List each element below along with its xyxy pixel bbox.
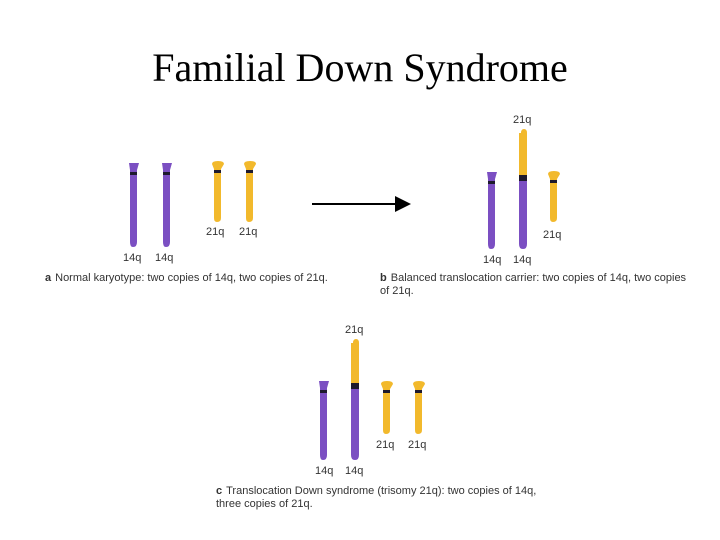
caption-text: of 21q. bbox=[380, 285, 414, 297]
chromosome-21q bbox=[212, 161, 224, 222]
chromosome-label: 21q bbox=[206, 226, 225, 238]
slide-title: Familial Down Syndrome bbox=[152, 45, 568, 90]
caption-text: Balanced translocation carrier: two copies of 14q, two copies bbox=[390, 272, 687, 284]
chromosome-label: 14q bbox=[513, 254, 532, 266]
caption-text: three copies of 21q. bbox=[216, 498, 313, 510]
chromosome-21q bbox=[381, 381, 393, 434]
chromosome-label: 21q bbox=[543, 229, 562, 241]
chromosome-translocation-14q21q bbox=[351, 339, 359, 460]
panel-a-caption bbox=[45, 272, 328, 285]
chromosome-label: 14q bbox=[315, 465, 334, 477]
panel-letter: a bbox=[45, 272, 52, 284]
chromosome-label: 14q bbox=[483, 254, 502, 266]
chromosome-14q bbox=[162, 163, 172, 247]
panel-letter: b bbox=[380, 272, 387, 284]
chromosome-label: 14q bbox=[155, 252, 174, 264]
panel-c-caption bbox=[216, 485, 536, 511]
panel-a-chromosomes bbox=[129, 161, 256, 247]
chromosome-14q bbox=[319, 381, 329, 460]
caption-text: Normal karyotype: two copies of 14q, two copies of 21q. bbox=[55, 272, 328, 284]
chromosome-14q bbox=[487, 172, 497, 249]
chromosome-label: 21q bbox=[513, 114, 532, 126]
caption-text: Translocation Down syndrome (trisomy 21q): two copies of 14q, bbox=[226, 485, 537, 497]
chromosome-21q bbox=[244, 161, 256, 222]
chromosome-translocation-14q21q bbox=[519, 129, 527, 249]
chromosome-21q bbox=[413, 381, 425, 434]
chromosome-label: 21q bbox=[239, 226, 258, 238]
chromosome-14q bbox=[129, 163, 139, 247]
chromosome-label: 14q bbox=[345, 465, 364, 477]
panel-b-caption bbox=[380, 272, 686, 298]
chromosome-label: 21q bbox=[345, 324, 364, 336]
chromosome-21q bbox=[548, 171, 560, 222]
chromosome-label: 21q bbox=[408, 439, 427, 451]
chromosome-label: 14q bbox=[123, 252, 142, 264]
chromosome-label: 21q bbox=[376, 439, 395, 451]
panel-letter: c bbox=[216, 485, 223, 497]
